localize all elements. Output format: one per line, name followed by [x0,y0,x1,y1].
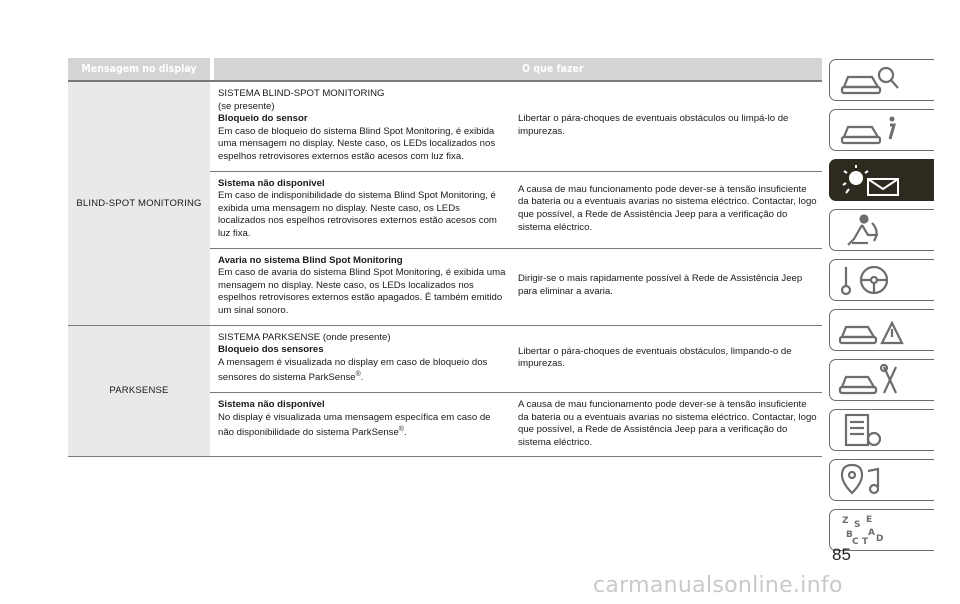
action-cell: Libertar o pára-choques de eventuais obstáculos ou limpá-lo de impurezas. [518,113,789,137]
action-cell: Libertar o pára-choques de eventuais obstáculos, limpando-o de impurezas. [518,345,792,370]
tab-emergency[interactable] [829,309,934,351]
display-message-cell: SISTEMA BLIND-SPOT MONITORING (se presente) Bloqueio do sensor Em caso de bloqueio do sistema Blind Spot Monitoring, é exibida uma mensagem no display. Neste caso, os LEDs localizados nos espelhos retrovisores externos estão acesos com luz fixa. [210,82,510,171]
header-display-message: Mensagem no display [81,63,197,75]
svg-text:E: E [866,515,873,525]
table-row [210,392,822,456]
car-tools-icon [838,363,908,397]
warning-light-message-icon [838,163,908,197]
tab-safety[interactable] [829,209,934,251]
chapter-tabs [829,59,934,559]
action-cell: A causa de mau funcionamento pode dever-se à tensão insuficiente da bateria ou a eventuais avarias no sistema eléctrico. Contactar, logo que possível, a Rede de Assistência Jeep para a verificação do sistema eléctrico. [518,399,817,448]
message-text: No display é visualizada uma mensagem específica em caso de não disponibilidade do sistema ParkSense®. [218,411,491,439]
message-title: Bloqueio dos sensores [218,344,324,356]
steering-wheel-key-icon [838,263,908,297]
table-row [210,326,822,393]
seat-airbag-icon [838,213,908,247]
tab-warning-lights-messages[interactable] [829,159,934,201]
action-cell: Dirigir-se o mais rapidamente possível à Rede de Assistência Jeep para eliminar a avaria. [518,273,803,298]
table-row [210,248,822,325]
media-navigation-icon [838,463,908,497]
action-cell: A causa de mau funcionamento pode dever-se à tensão insuficiente da bateria ou a eventuais avarias no sistema eléctrico. Contactar, logo que possível, a Rede de Assistência Jeep para a verificação do sistema eléctrico. [518,183,817,233]
checklist-icon [838,413,908,447]
car-search-icon [838,63,908,97]
message-text: Em caso de avaria do sistema Blind Spot Monitoring, é exibida uma mensagem no display. Neste caso, os LEDs localizados nos espelhos retrovisores externos estão apagados. É também emitido um sinal sonoro. [218,267,506,316]
message-title: Bloqueio do sensor [218,113,308,125]
message-text: Em caso de indisponibilidade do sistema Blind Spot Monitoring, é exibida uma mensagem no display. Neste caso, os LEDs localizados nos espelhos retrovisores externos estão acesos com luz fixa. [218,190,497,239]
page-number: 85 [832,545,851,564]
message-title: Avaria no sistema Blind Spot Monitoring [218,254,403,266]
tab-starting-driving[interactable] [829,259,934,301]
display-message-cell [210,172,510,248]
tab-multimedia[interactable] [829,459,934,501]
group-label: BLIND-SPOT MONITORING [68,82,210,325]
display-message-cell: SISTEMA PARKSENSE (onde presente) Bloqueio dos sensores A mensagem é visualizada no display em caso de bloqueio dos sensores do sistema ParkSense®. [210,326,510,393]
table-row [210,171,822,248]
svg-text:C: C [852,537,859,547]
car-info-icon [838,113,908,147]
message-title: Sistema não disponível [218,177,325,189]
watermark: carmanualsonline.info [593,573,843,598]
svg-text:T: T [862,537,869,547]
car-warning-triangle-icon [838,313,908,347]
group-label: PARKSENSE [68,326,210,457]
group-parksense [68,326,822,458]
tab-servicing[interactable] [829,359,934,401]
message-table [68,58,822,457]
tab-technical-data[interactable] [829,409,934,451]
display-message-cell [210,393,510,456]
tab-dashboard[interactable] [829,109,934,151]
message-text: A mensagem é visualizada no display em caso de bloqueio dos sensores do sistema ParkSense®. [218,356,488,384]
group-blind-spot [68,82,822,326]
svg-text:A: A [868,528,875,538]
message-text: Em caso de bloqueio do sistema Blind Spot Monitoring, é exibida uma mensagem no display. Neste caso, os LEDs localizados nos espelhos retrovisores externos estão acesos com luz fixa. [218,125,496,162]
display-message-cell [210,249,510,325]
header-what-to-do: O que fazer [522,63,584,75]
table-header [68,58,822,80]
svg-text:Z: Z [842,516,849,526]
svg-text:B: B [846,530,853,540]
message-title: Sistema não disponível [218,399,325,411]
svg-text:D: D [876,534,884,544]
alphabetical-index-icon [838,513,908,547]
tab-knowing-vehicle[interactable] [829,59,934,101]
table-row [210,82,822,171]
svg-text:S: S [854,520,861,530]
